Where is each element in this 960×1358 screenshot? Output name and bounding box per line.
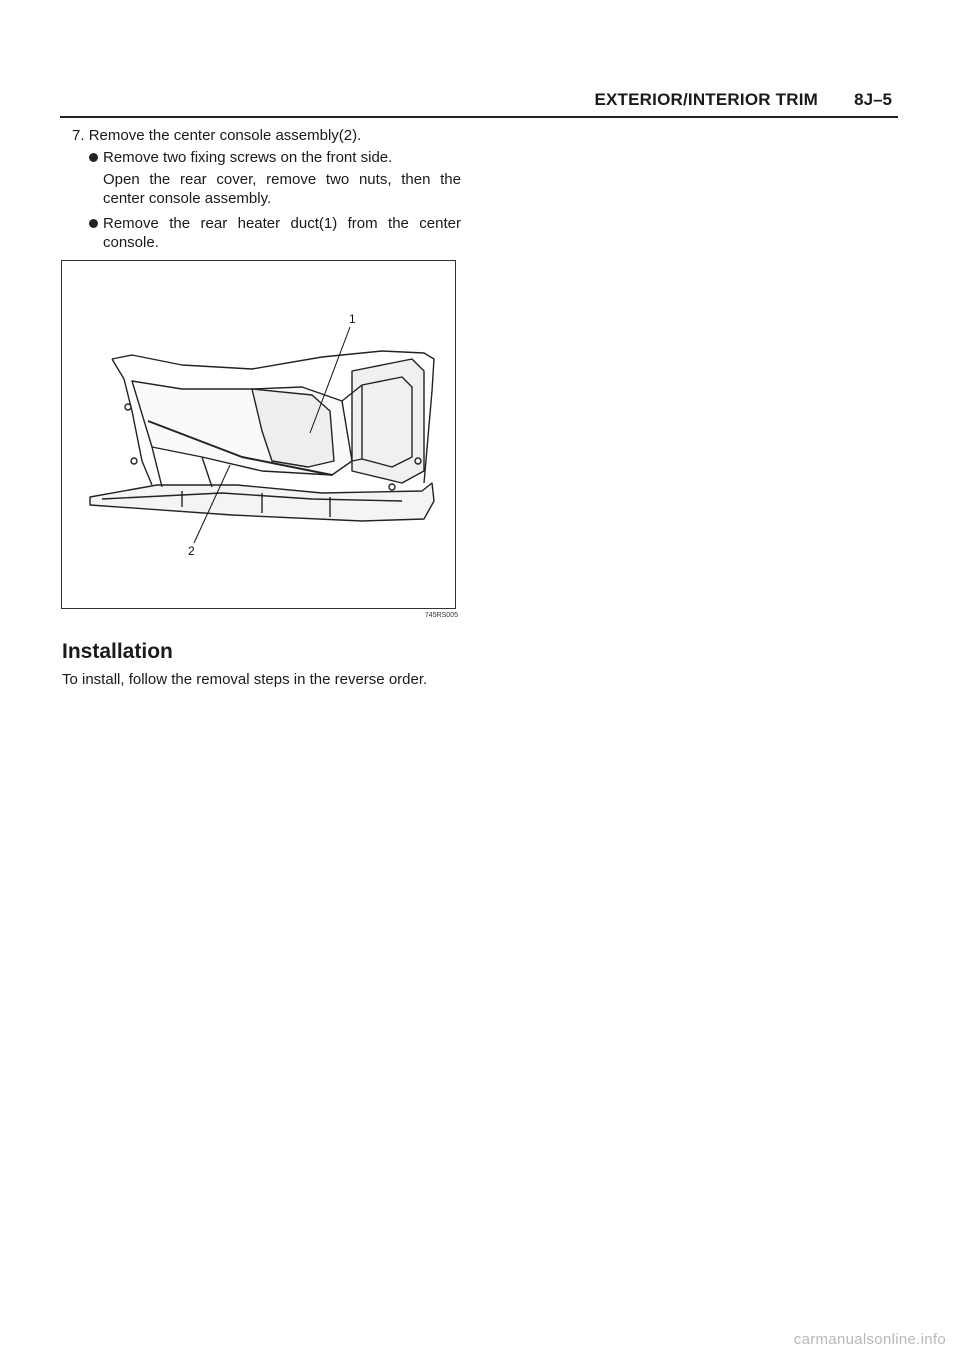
bullet-item [89,148,461,167]
step-7 [72,126,462,145]
callout-2: 2 [188,544,195,558]
callout-1: 1 [349,312,356,326]
bullet-text: Remove the rear heater duct(1) from the center console. [103,215,461,251]
installation-text: To install, follow the removal steps in the reverse order. [62,671,428,688]
page-header [60,88,898,118]
bullet-icon [89,153,98,162]
step-text: Remove the center console assembly(2). [88,127,362,144]
installation-heading: Installation [62,640,173,663]
watermark[interactable]: carmanualsonline.info [793,1331,946,1348]
figure-code: 745RS005 [424,612,458,619]
step-number: 7. [72,127,85,144]
bullet-icon [89,219,98,228]
page-number: 8J–5 [854,90,892,109]
sub-paragraph: Open the rear cover, remove two nuts, then the center console assembly. [103,171,461,207]
bullet-text: Remove two fixing screws on the front side. [103,149,393,166]
section-title: EXTERIOR/INTERIOR TRIM [594,90,818,109]
bullet-item [89,214,461,252]
console-illustration [61,260,456,609]
console-drawing [62,261,457,610]
